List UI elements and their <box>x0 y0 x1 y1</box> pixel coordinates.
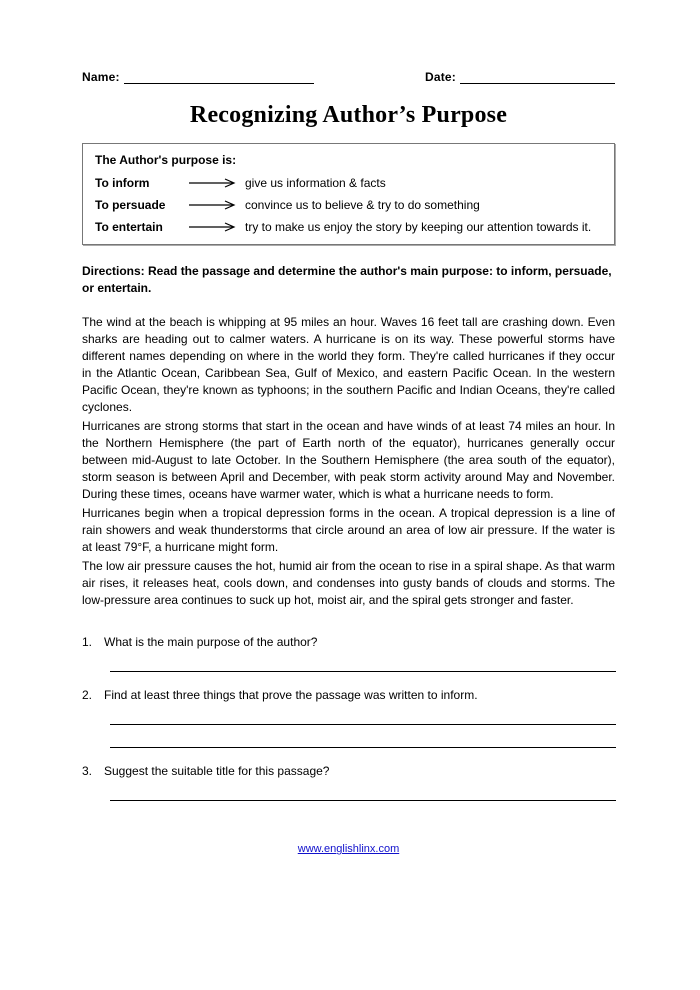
purpose-definition: convince us to believe & try to do something <box>245 198 480 212</box>
website-link[interactable]: www.englishlinx.com <box>297 843 400 856</box>
answer-line[interactable] <box>110 800 616 801</box>
passage-paragraph: Hurricanes begin when a tropical depression forms in the ocean. A tropical depression is a line of rain showers and weak thunderstorms that circle around an area of low air pressure. If the water is at least 79°F, a hurricane might form. <box>82 506 615 555</box>
arrow-right-icon <box>187 221 245 233</box>
purpose-term: To persuade <box>95 198 166 212</box>
purpose-definition: give us information & facts <box>245 176 386 190</box>
passage <box>82 314 615 610</box>
question-block-1 <box>82 635 615 672</box>
question-1 <box>82 635 615 649</box>
purpose-box-heading: The Author's purpose is: <box>95 153 237 167</box>
header-row <box>82 70 615 84</box>
answer-line[interactable] <box>110 724 616 725</box>
question-text: Suggest the suitable title for this passage? <box>104 764 330 779</box>
answer-line[interactable] <box>110 747 616 748</box>
question-block-2 <box>82 688 615 748</box>
purpose-row-persuade <box>95 198 602 212</box>
date-field <box>425 70 615 84</box>
directions-text: Directions: Read the passage and determine the author's main purpose: to inform, persuade, or entertain. <box>82 264 612 296</box>
question-2 <box>82 688 615 702</box>
arrow-right-icon <box>187 177 245 189</box>
question-number: 2. <box>82 688 93 703</box>
footer <box>82 839 615 857</box>
passage-paragraph: Hurricanes are strong storms that start in the ocean and have winds of at least 74 miles an hour. In the Northern Hemisphere (the part of Earth north of the equator), hurricanes generally occur between mid-August to late October. In the Southern Hemisphere (the area south of the equator), storm season is between April and December, with peak storm activity around May and November. During these times, oceans have warmer water, which is what a hurricane needs to form. <box>82 418 615 502</box>
purpose-row-entertain <box>95 220 602 234</box>
name-field <box>82 70 314 84</box>
purpose-term: To entertain <box>95 220 163 234</box>
purpose-term: To inform <box>95 176 150 190</box>
question-number: 1. <box>82 635 93 650</box>
question-text: What is the main purpose of the author? <box>104 635 318 650</box>
question-text: Find at least three things that prove the passage was written to inform. <box>104 688 478 703</box>
purpose-definition-box <box>82 143 615 245</box>
passage-paragraph: The low air pressure causes the hot, humid air from the ocean to rise in a spiral shape. As that warm air rises, it releases heat, cools down, and condenses into gusty bands of clouds and storms. The low-pressure area continues to suck up hot, moist air, and the spiral gets stronger and faster. <box>82 559 615 608</box>
arrow-right-icon <box>187 199 245 211</box>
question-number: 3. <box>82 764 93 779</box>
date-input-line[interactable] <box>460 71 615 84</box>
page-title: Recognizing Author’s Purpose <box>189 102 508 128</box>
date-label: Date: <box>424 70 456 84</box>
purpose-row-inform <box>95 176 602 190</box>
name-label: Name: <box>82 70 120 84</box>
purpose-definition: try to make us enjoy the story by keeping our attention towards it. <box>245 220 592 234</box>
question-block-3 <box>82 764 615 801</box>
question-3 <box>82 764 615 778</box>
questions-section <box>82 635 615 801</box>
passage-paragraph: The wind at the beach is whipping at 95 miles an hour. Waves 16 feet tall are crashing down. Even sharks are heading out to calmer waters. A hurricane is on its way. These powerful storms have different names depending on where in the world they form. They're called hurricanes if they occur in the Atlantic Ocean, Caribbean Sea, Gulf of Mexico, and eastern Pacific Ocean. In the western Pacific Ocean, they're known as typhoons; in the southern Pacific and Indian Oceans, they're called cyclones. <box>82 314 615 414</box>
name-input-line[interactable] <box>124 71 314 84</box>
answer-line[interactable] <box>110 671 616 672</box>
